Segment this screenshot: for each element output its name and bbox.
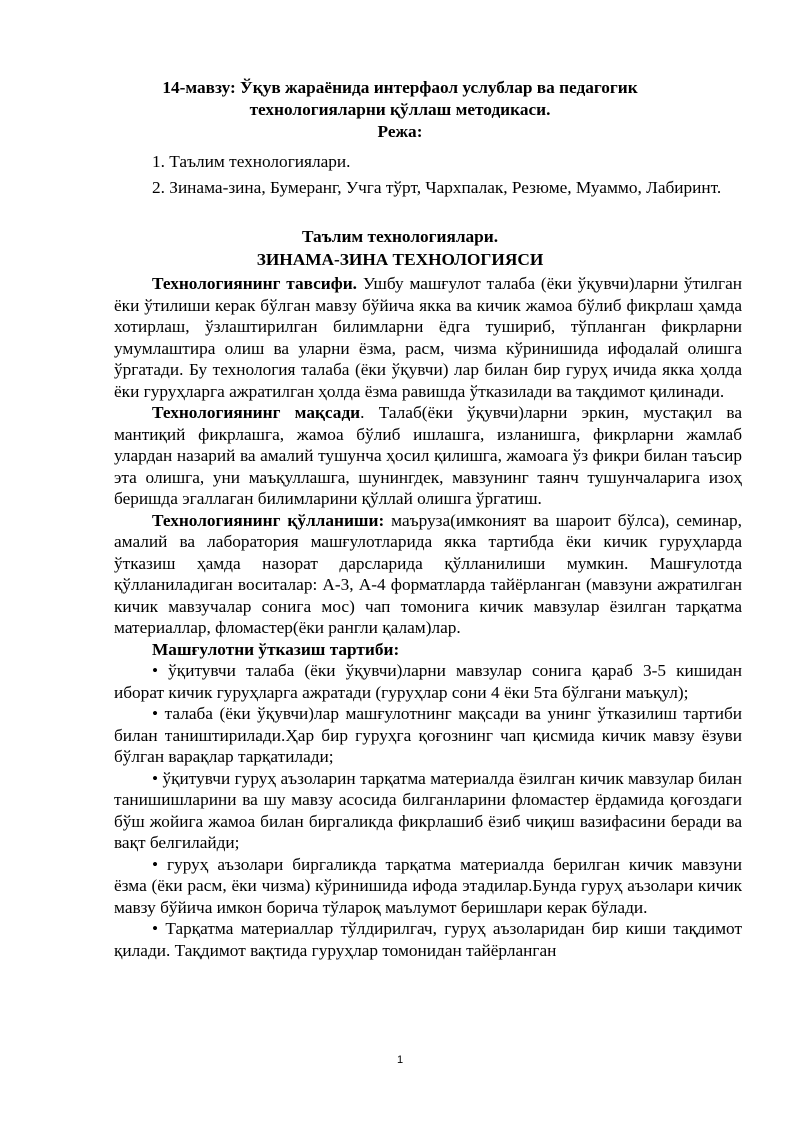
page-number: 1 bbox=[396, 1054, 404, 1066]
usage-paragraph bbox=[114, 510, 742, 639]
description-text: Ушбу машғулот талаба (ёки ўқувчи)ларни ўтилган ёки ўтилиши керак бўлган мавзу бўйича якка ва кичик жамоа бўлиб фикрлаш ҳамда хотирлаш, ўзлаштирилган билимларни ёдга тушириб, тўпланган фикрларни умумлаштира олиш ва уларни ёзма, расм, чизма кўринишида ифодалай олишга ўргатади. Бу технология талаба (ёки ўқувчи) лар билан бир гуруҳ ичида якка ҳолда ёки гуруҳларга ажратилган ҳолда ёзма равишда ўтказилади ва тақдимот қилинади. bbox=[114, 274, 742, 401]
section-subtitle: ЗИНАМА-ЗИНА ТЕХНОЛОГИЯСИ bbox=[256, 250, 544, 269]
plan-list bbox=[114, 151, 742, 198]
bullet-item: • Тарқатма материаллар тўлдирилгач, гуруҳ аъзоларидан бир киши тақдимот қилади. Тақдимот вақтида гуруҳлар томонидан тайёрланган bbox=[114, 918, 742, 961]
order-label: Машғулотни ўтказиш тартиби: bbox=[152, 639, 400, 659]
bullet-item: • ўқитувчи талаба (ёки ўқувчи)ларни мавзулар сонига қараб 3-5 кишидан иборат кичик гуруҳларга ажратади (гуруҳлар сони 4 ёки 5та бўлгани маъқул); bbox=[114, 660, 742, 703]
bullet-item: • гуруҳ аъзолари биргаликда тарқатма материалда берилган кичик мавзуни ёзма (ёки расм, ёки чизма) кўринишида ифода этадилар.Бунда гуруҳ аъзолари кичик мавзу бўйича имкон борича тўлароқ маълумот беришлари керак бўлади. bbox=[114, 854, 742, 919]
title-line-2: технологияларни қўллаш методикаси. bbox=[249, 100, 551, 119]
title-line-1: 14-мавзу: Ўқув жараёнида интерфаол услублар ва педагогик bbox=[162, 78, 638, 97]
usage-text: маъруза(имконият ва шароит бўлса), семинар, амалий ва лаборатория машғулотларида якка тартибда ёки кичик гуруҳларда ўтказиш ҳамда назорат дарсларида қўлланилиши мумкин. Машғулотда қўлланиладиган воситалар: А-3, А-4 форматларда тайёрланган (мавзуни ажратилган кичик мавзучалар сонига мос) чап томонига кичик мавзулар ёзилган тарқатма материаллар, фломастер(ёки рангли қалам)лар. bbox=[114, 510, 742, 637]
plan-label: Режа: bbox=[377, 122, 423, 141]
goal-label: Технологиянинг мақсади bbox=[152, 403, 361, 422]
order-paragraph bbox=[114, 639, 742, 661]
goal-text: . Талаб(ёки ўқувчи)ларни эркин, мустақил ва мантиқий фикрлашга, жамоа бўлиб ишлашга, изланишга, фикрларни жамлаб улардан назарий ва амалий тушунча ҳосил қилишга, жамоага ўз фикри билан таъсир эта олишга, уни маъқуллашга, шунингдек, мавзунинг таянч тушунчаларига изоҳ беришда эгаллаган билимларини қўллай олишга ўргатиш. bbox=[114, 403, 743, 508]
usage-label: Технологиянинг қўлланиши: bbox=[152, 510, 385, 530]
bullet-item: • ўқитувчи гуруҳ аъзоларин тарқатма материалда ёзилган кичик мавзулар билан танишишларини ва шу мавзу асосида билганларини фломастер ёрдамида қоғоздаги бўш жойига жамоа билан биргаликда фикрлашиб ёзиб чиқиш вазифасини беради ва вақт белгилайди; bbox=[114, 768, 742, 854]
plan-item-1: 1. Таълим технологиялари. bbox=[152, 152, 351, 171]
goal-paragraph bbox=[114, 402, 742, 510]
description-paragraph bbox=[114, 273, 742, 402]
description-label: Технологиянинг тавсифи. bbox=[152, 274, 357, 293]
section-title: Таълим технологиялари. bbox=[301, 227, 499, 246]
plan-item-2: 2. Зинама-зина, Бумеранг, Учга тўрт, Чархпалак, Резюме, Муаммо, Лабиринт. bbox=[152, 177, 722, 197]
bullet-item: • талаба (ёки ўқувчи)лар машғулотнинг мақсади ва унинг ўтказилиш тартиби билан таништирилади.Ҳар бир гуруҳга қоғознинг чап қисмида кичик мавзу ёзуви бўлган варақлар тарқатилади; bbox=[114, 703, 742, 768]
main-text bbox=[114, 273, 742, 961]
